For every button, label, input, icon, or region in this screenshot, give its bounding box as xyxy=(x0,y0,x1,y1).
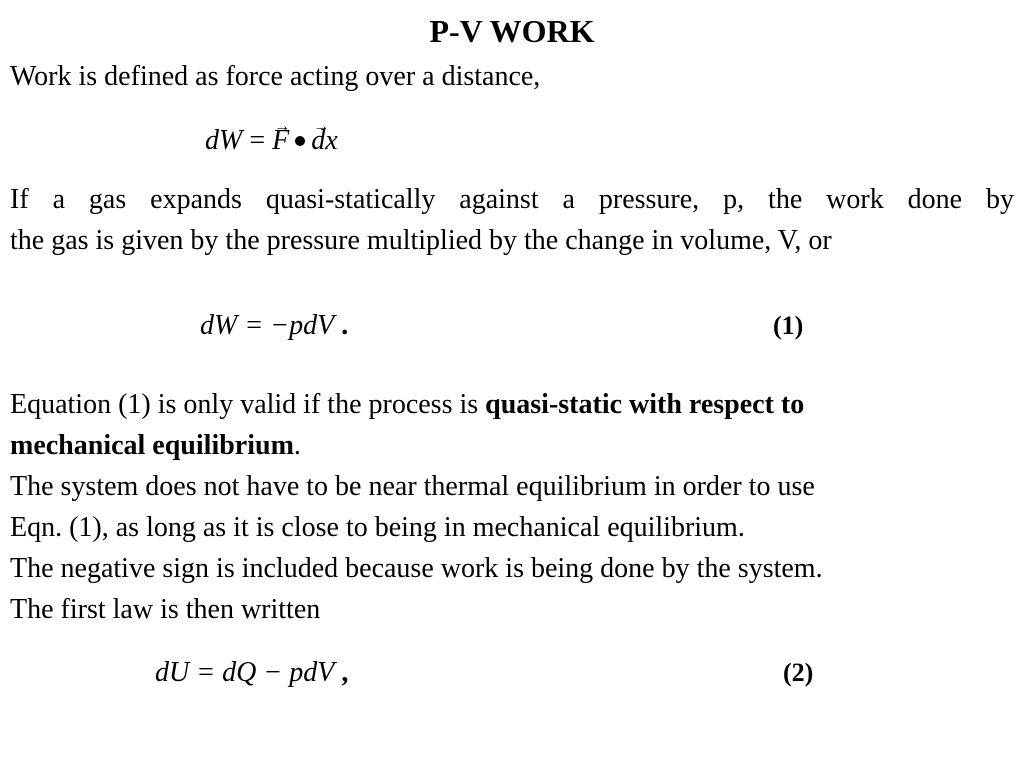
paragraph-negative-sign: The negative sign is included because work is being done by the system. xyxy=(10,553,823,584)
paragraph-first-law: The first law is then written xyxy=(10,594,321,625)
equation-1 xyxy=(200,309,348,343)
paragraph-gas-expansion-line-2: the gas is given by the pressure multiplied by the change in volume, V, or xyxy=(10,225,832,256)
equation-work-force xyxy=(205,124,338,158)
dot-product-icon xyxy=(295,136,305,146)
paragraph-equation-validity-line-2 xyxy=(10,425,1014,466)
eq2-terminator: , xyxy=(341,657,349,688)
eq0-lhs: dW xyxy=(205,125,243,156)
equation-2 xyxy=(155,656,348,690)
paragraph-gas-expansion-line-1: If a gas expands quasi-statically against a pressure, p, the work done by xyxy=(10,184,1014,215)
eq1-terminator: . xyxy=(341,310,349,341)
paragraph-thermal-line-2: Eqn. (1), as long as it is close to being in mechanical equilibrium. xyxy=(10,512,745,543)
eq1-lhs: dW xyxy=(200,310,238,341)
equation-1-number: (1) xyxy=(773,311,804,340)
paragraph-equation-validity xyxy=(10,384,1014,425)
equation-2-number: (2) xyxy=(783,658,814,687)
eq0-equals: = xyxy=(249,125,266,156)
eq1-rhs: = −pdV xyxy=(244,310,335,341)
eq0-displacement-vector: → dx xyxy=(311,124,337,158)
validity-bold-2: mechanical equilibrium xyxy=(10,430,294,461)
validity-prefix: Equation (1) is only valid if the process is xyxy=(10,389,486,420)
page-title: P-V WORK xyxy=(429,13,595,49)
eq2-lhs: dU xyxy=(155,657,190,688)
eq2-rhs: = dQ − pdV xyxy=(196,657,335,688)
validity-bold-1: quasi-static with respect to xyxy=(485,389,805,420)
paragraph-thermal-line-1: The system does not have to be near thermal equilibrium in order to use xyxy=(10,471,815,502)
validity-suffix: . xyxy=(293,430,301,461)
eq0-force-vector: → F xyxy=(272,124,289,158)
paragraph-work-definition: Work is defined as force acting over a distance, xyxy=(10,61,541,92)
